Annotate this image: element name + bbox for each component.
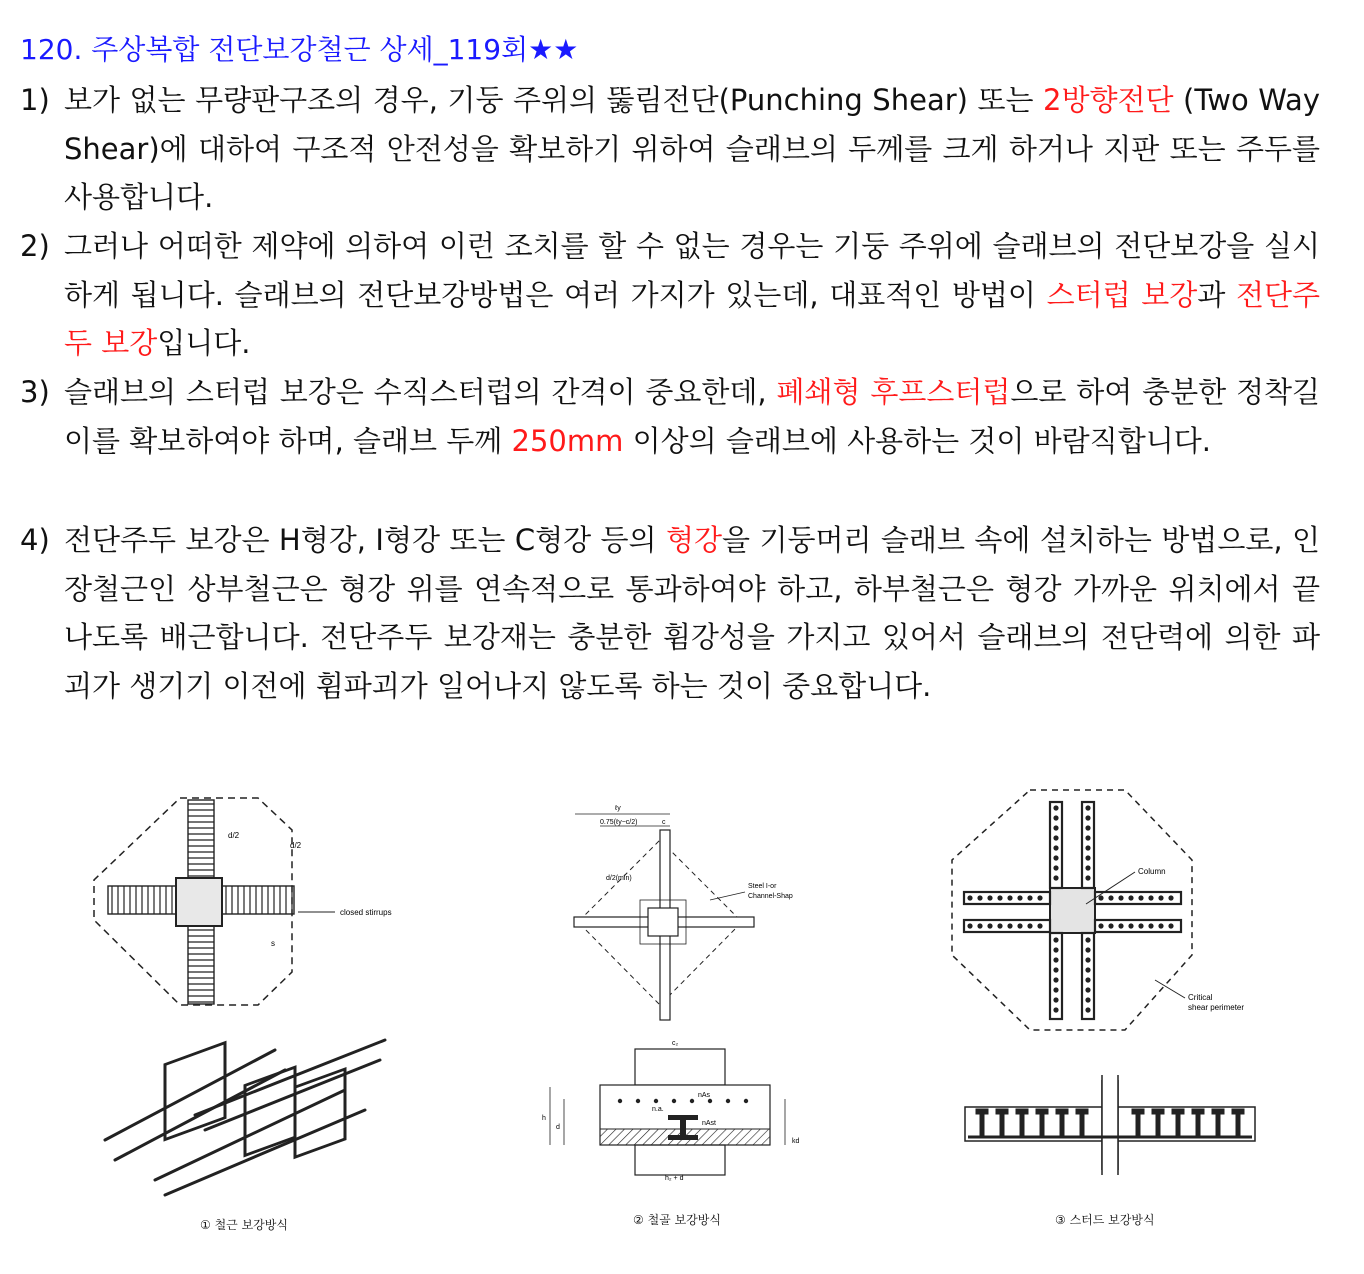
caption-fig2: ② 철골 보강방식 xyxy=(633,1213,721,1227)
caption-fig1: ① 철근 보강방식 xyxy=(200,1218,288,1232)
label-s: s xyxy=(271,939,275,948)
highlight-term: 2방향전단 xyxy=(1043,83,1174,117)
label-nAs: nAs xyxy=(698,1092,711,1099)
paragraph-number: 2) xyxy=(20,229,50,263)
label-closed-stirrups: closed stirrups xyxy=(340,908,392,917)
figure-shearhead-section xyxy=(540,1035,830,1185)
paragraph-2 xyxy=(20,222,1320,368)
text-run: 을 기둥머리 슬래브 속에 설치하는 방법으로, 인장철근인 상부철근은 형강 위를 연속적으로 통과하여야 하고, 하부철근은 형강 가까운 위치에서 끝나도록 배근합니다. 전단주두 보강재는 충분한 휨강성을 가지고 있어서 슬래브의 전단력에 의한 파괴가 생기기 이전에 휨파괴가 일어나지 않도록 하는 것이 중요합니다. xyxy=(64,523,1321,703)
paragraph-text xyxy=(64,516,1320,710)
highlight-term: 형강 xyxy=(665,523,723,557)
paragraph-1 xyxy=(20,76,1320,222)
figure-stud-section xyxy=(960,1075,1260,1175)
label-kd: kd xyxy=(792,1138,800,1145)
label-perimeter: shear perimeter xyxy=(1188,1003,1245,1012)
text-run: 그러나 어떠한 제약에 의하여 이런 조치를 할 수 없는 경우는 기둥 주위에 슬래브의 전단보강을 실시하게 됩니다. 슬래브의 전단보강방법은 여러 가지가 있는데, 대표적인 방법이 xyxy=(64,229,1320,312)
text-run: 전단주두 보강은 H형강, I형강 또는 C형강 등의 xyxy=(64,523,666,557)
label-c2: c₂ xyxy=(672,1040,679,1047)
paragraph-number: 1) xyxy=(20,83,50,117)
text-run: (Two Way Shear)에 대하여 구조적 안전성을 확보하기 위하여 슬래브의 두께를 크게 하거나 지판 또는 주두를 사용합니다. xyxy=(64,83,1320,214)
figure-stirrup-3d xyxy=(95,1030,395,1200)
page-title: 120. 주상복합 전단보강철근 상세_119회★★ xyxy=(20,33,579,66)
label-dim: 0.75(ℓy−c/2) xyxy=(600,819,638,826)
figure-shearhead-plan xyxy=(560,800,820,1025)
label-channel: Channel-Shap xyxy=(748,893,793,900)
caption-fig3: ③ 스터드 보강방식 xyxy=(1055,1213,1155,1227)
paragraph-3 xyxy=(20,368,1320,465)
label-bot: h₂ + d xyxy=(665,1175,684,1182)
text-run: 보가 없는 무량판구조의 경우, 기둥 주위의 뚫림전단(Punching Shear) 또는 xyxy=(64,83,1043,117)
label-nAst: nAst xyxy=(702,1120,717,1127)
label-ly: ℓy xyxy=(615,805,621,812)
label-column: Column xyxy=(1138,867,1166,876)
paragraph-4 xyxy=(20,516,1320,710)
text-run: 슬래브의 스터럽 보강은 수직스터럽의 간격이 중요한데, xyxy=(64,375,777,409)
highlight-term: 폐쇄형 후프스터럽 xyxy=(776,375,1011,409)
highlight-term: 전단주두 보강 xyxy=(64,277,1321,360)
label-na: n.a. xyxy=(652,1106,664,1113)
label-d: d xyxy=(556,1124,560,1131)
text-run: 으로 하여 충분한 정착길이를 확보하여야 하며, 슬래브 두께 xyxy=(64,375,1320,458)
paragraph-number: 3) xyxy=(20,375,50,409)
label-d2a: d/2 xyxy=(228,831,240,840)
paragraph-text xyxy=(64,222,1320,368)
label-d2b: d/2 xyxy=(290,841,302,850)
label-steel: Steel I-or xyxy=(748,883,777,890)
text-run: 과 xyxy=(1197,277,1236,312)
paragraph-text xyxy=(64,368,1320,465)
text-run: 입니다. xyxy=(157,326,251,360)
label-d2min: d/2(min) xyxy=(606,875,632,882)
highlight-term: 250mm xyxy=(511,423,624,458)
text-run: 이상의 슬래브에 사용하는 것이 바람직합니다. xyxy=(623,423,1211,458)
paragraph-text xyxy=(64,76,1320,222)
figure-stirrup-plan xyxy=(80,790,420,1020)
paragraph-number: 4) xyxy=(20,523,50,557)
figure-stud-plan xyxy=(940,780,1270,1040)
label-c: c xyxy=(662,819,666,826)
highlight-term: 스터럽 보강 xyxy=(1046,277,1198,312)
label-h: h xyxy=(542,1115,546,1122)
label-critical: Critical xyxy=(1188,993,1213,1002)
